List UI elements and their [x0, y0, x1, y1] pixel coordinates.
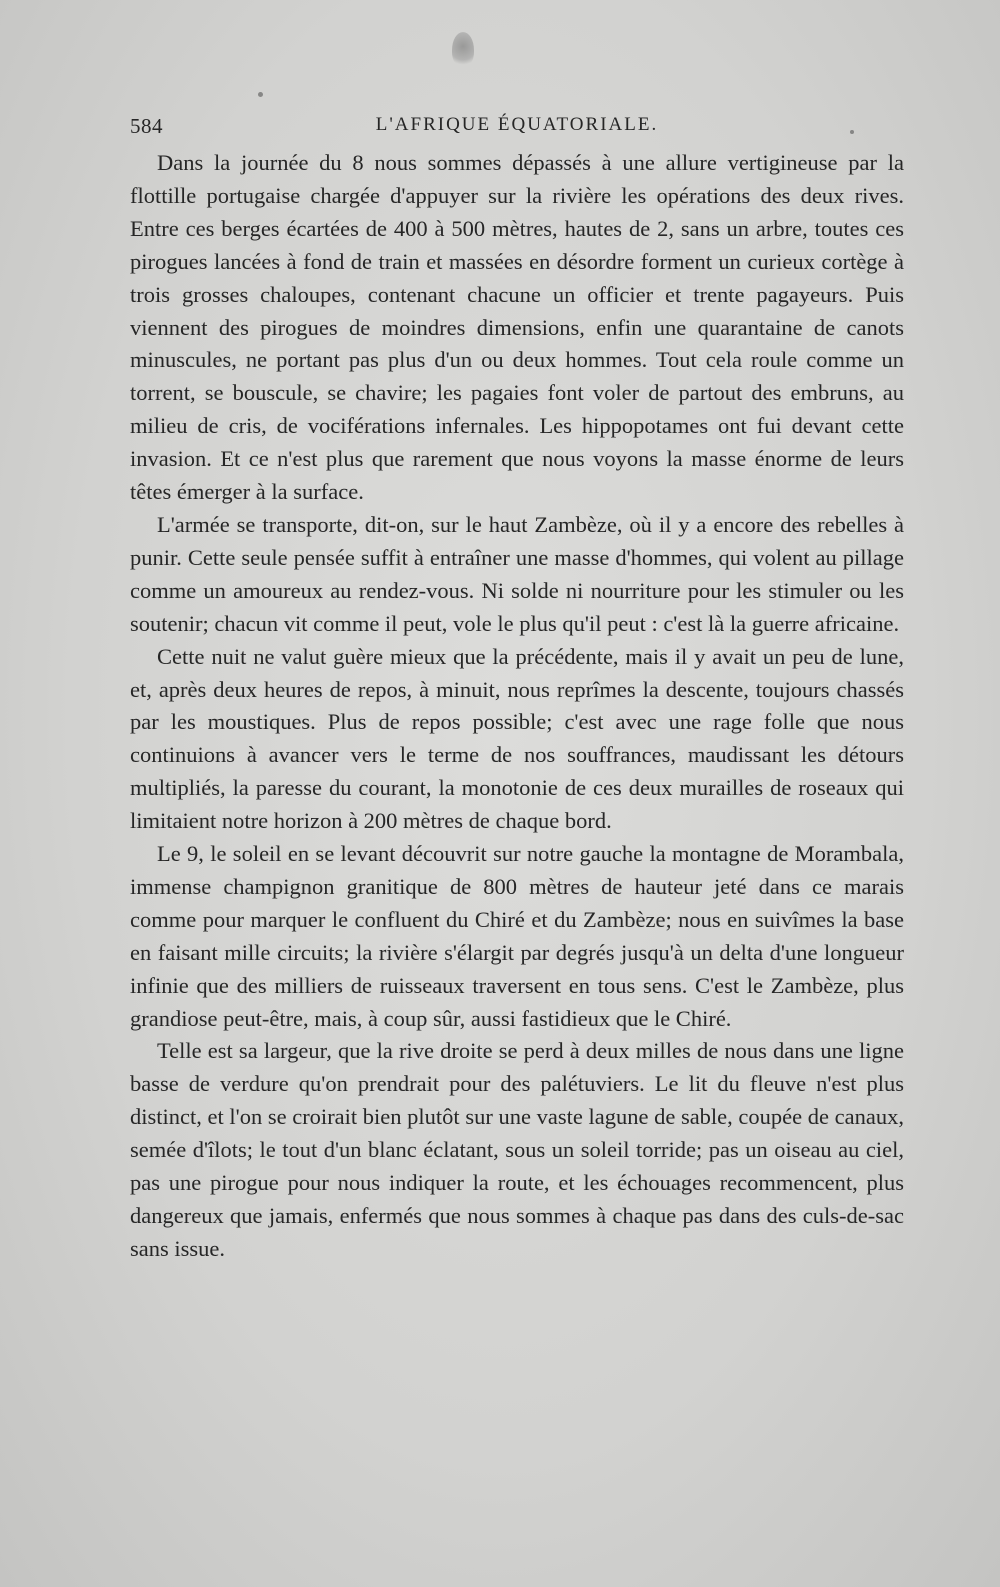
- paragraph: Telle est sa largeur, que la rive droite se perd à deux milles de nous dans une ligne basse de verdure qu'on prendrait pour des palétuviers. Le lit du fleuve n'est plus distinct, et l'on se croirait bien plutôt sur une vaste lagune de sable, coupée de canaux, semée d'îlots; le tout d'un blanc éclatant, sous un soleil torride; pas un oiseau au ciel, pas une pirogue pour nous indiquer la route, et les échouages recommencent, plus dangereux que jamais, enfermés que nous sommes à chaque pas dans des culs-de-sac sans issue.: [130, 1038, 904, 1261]
- ink-blot: [452, 32, 474, 68]
- paragraph: Cette nuit ne valut guère mieux que la précédente, mais il y avait un peu de lune, et, après deux heures de repos, à minuit, nous reprîmes la descente, toujours chassés par les moustiques. Plus de repos possible; c'est avec une rage folle que nous continuions à avancer vers le terme de nos souffrances, maudissant les détours multipliés, la paresse du courant, la monotonie de ces deux murailles de roseaux qui limitaient notre horizon à 200 mètres de chaque bord.: [130, 643, 904, 834]
- page-number: 584: [130, 114, 163, 138]
- page-header: [130, 114, 904, 144]
- ink-speck: [258, 92, 263, 97]
- body-text: [130, 147, 904, 1266]
- paragraph: Dans la journée du 8 nous sommes dépassés à une allure vertigineuse par la flottille portugaise chargée d'appuyer sur la rivière les opérations des deux rives. Entre ces berges écartées de 400 à 500 mètres, hautes de 2, sans un arbre, toutes ces pirogues lancées à fond de train et massées en désordre forment un curieux cortège à trois grosses chaloupes, contenant chacune un officier et trente pagayeurs. Puis viennent des pirogues de moindres dimensions, enfin une quarantaine de canots minuscules, ne portant pas plus d'un ou deux hommes. Tout cela roule comme un torrent, se bouscule, se chavire; les pagaies font voler de partout des embruns, au milieu de cris, de vociférations infernales. Les hippopotames ont fui devant cette invasion. Et ce n'est plus que rarement que nous voyons la masse énorme de leurs têtes émerger à la surface.: [130, 150, 904, 505]
- paragraph: L'armée se transporte, dit-on, sur le haut Zambèze, où il y a encore des rebelles à punir. Cette seule pensée suffit à entraîner une masse d'hommes, qui volent au pillage comme un amoureux au rendez-vous. Ni solde ni nourriture pour les stimuler ou les soutenir; chacun vit comme il peut, vole le plus qu'il peut : c'est là la guerre africaine.: [130, 511, 904, 636]
- running-title: L'AFRIQUE ÉQUATORIALE.: [375, 114, 659, 135]
- paragraph: Le 9, le soleil en se levant découvrit sur notre gauche la montagne de Morambala, immense champignon granitique de 800 mètres de hauteur jeté dans ce marais comme pour marquer le confluent du Chiré et du Zambèze; nous en suivîmes la base en faisant mille circuits; la rivière s'élargit par degrés jusqu'à un delta d'une longueur infinie que des milliers de ruisseaux traversent en tous sens. C'est le Zambèze, plus grandiose peut-être, mais, à coup sûr, aussi fastidieux que le Chiré.: [130, 841, 904, 1031]
